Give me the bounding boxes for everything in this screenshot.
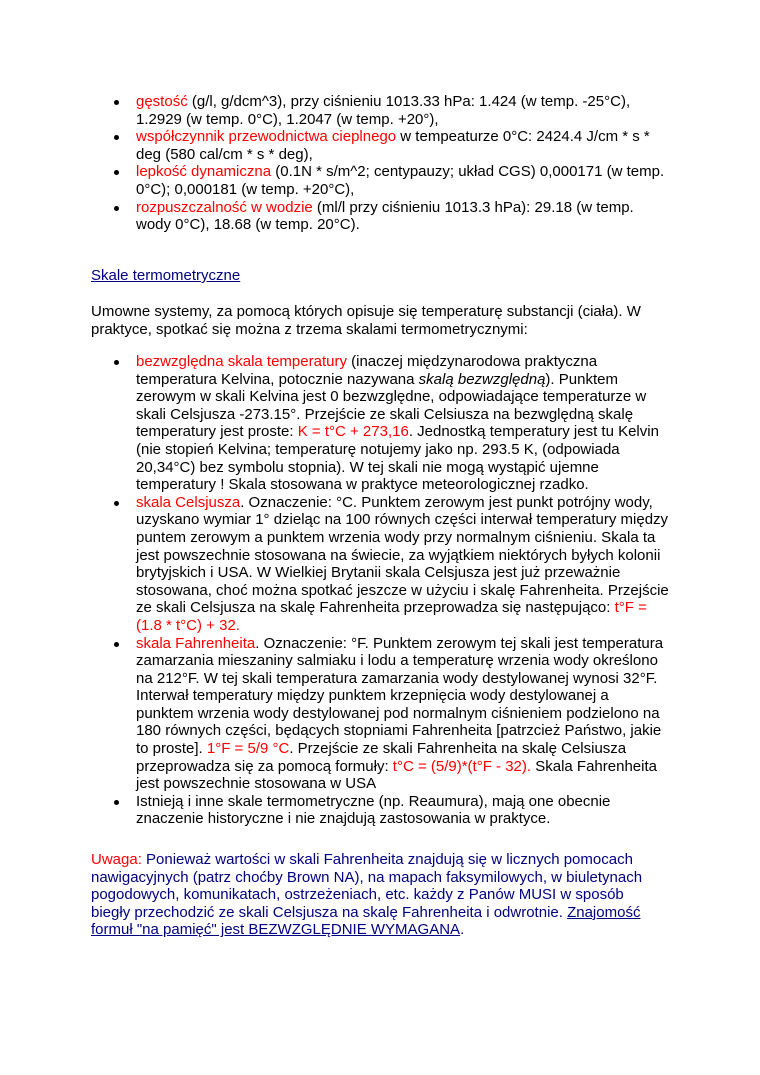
intro-paragraph: Umowne systemy, za pomocą których opisuje się temperaturę substancji (ciała). W praktyce, spotkać się można z trzema skalami termometrycznymi: [91,303,641,338]
bullet-icon [114,100,119,105]
bullet-icon [114,170,119,175]
text-run: Istnieją i inne skale termometryczne (np. Reaumura), mają one obecnie znaczenie historyczne i nie znajdują zastosowania w praktyce. [136,792,611,828]
text-run: skala Celsjusza [136,493,241,511]
bullet-icon [114,800,119,805]
text-run: Skala Fahrenheita jest powszechnie stosowana w USA [136,757,657,793]
text-run: . Oznaczenie: °C. Punktem zerowym jest punkt potrójny wody, uzyskano wymiar 1° dzieląc na 100 równych części interwał temperatury między puntem zerowym a punktem wrzenia wody przy normalnym ciśnieniu. Skala ta jest powszechnie stosowana na świecie, za wyjątkiem niektórych byłych kolonii brytyjskich i USA. W Wielkiej Brytanii skala Celsjusza jest już przeważnie stosowana, choć można spotkać jeszcze w użyciu i skalę Fahrenheita. Przejście ze skali Celsjusza na skalę Fahrenheita przeprowadza się następująco: [136,493,669,617]
list-item [110,163,670,198]
text-run: współczynnik przewodnictwa cieplnego [136,128,397,146]
text-run: t°F = (1.8 * t°C) + 32. [136,599,647,634]
text-run: . Przejście ze skali Fahrenheita na skalę Celsiusza przeprowadza się za pomocą formuły: [136,740,627,775]
scales-list [110,353,670,828]
text-run: 1°F = 5/9 °C [206,740,290,758]
note-end: . [460,921,465,939]
note-emphasis: Znajomość formuł "na pamięć" jest BEZWZGLĘDNIE WYMAGANA [91,903,641,939]
bullet-icon [114,135,119,140]
list-item [110,494,670,635]
text-run: . Jednostką temperatury jest tu Kelvin (nie stopień Kelvina; temperaturę notujemy jako np. 293.5 K, (odpowiada 20,34°C) bez symbolu stopnia). W tej skali nie mogą wystąpić ujemne temperatury ! Skala stosowana w praktyce meteorologicznej rzadko. [136,423,659,494]
list-item [110,199,670,234]
list-item [110,353,670,494]
text-run: (ml/l przy ciśnieniu 1013.3 hPa): 29.18 (w temp. wody 0°C), 18.68 (w temp. 20°C). [136,198,634,234]
text-run: skala Fahrenheita [136,634,256,652]
text-run: . Oznaczenie: °F. Punktem zerowym tej skali jest temperatura zamarzania mieszaniny salmiaku i lodu a temperaturę wrzenia wody określono na 212°F. W tej skali temperatura zamarzania wody destylowanej wynosi 32°F. Interwał temperatury między punktem krzepnięcia wody destylowanej a punktem wrzenia wody destylowanej pod normalnym ciśnieniem podzielono na 180 równych części, będących stopniami Fahrenheita [patrzcież Państwo, jakie to proste]. [136,634,664,758]
text-run: skalą bezwzględną [418,370,546,388]
text-run: w tempeaturze 0°C: 2424.4 J/cm * s * deg (580 cal/cm * s * deg), [136,128,650,163]
text-run: ). Punktem zerowym w skali Kelvina jest 0 bezwzględne, odpowiadające temperaturze w skali Celsjusza -273.15°. Przejście ze skali Celsiusza na bezwględną skalę temperatury jest proste: [136,370,647,441]
text-run: bezwzględna skala temperatury [136,353,347,370]
properties-list [110,93,670,234]
text-run: lepkość dynamiczna [136,163,272,181]
text-run: K = t°C + 273,16 [297,423,409,441]
text-run: (g/l, g/dcm^3), przy ciśnieniu 1013.33 hPa: 1.424 (w temp. -25°C), 1.2929 (w temp. 0°C), 1.2047 (w temp. +20°), [136,93,631,128]
text-run: (inaczej międzynarodowa praktyczna temperatura Kelvina, potocznie nazywana [136,353,598,388]
text-run: gęstość [136,93,188,110]
section-heading: Skale termometryczne [91,267,241,284]
text-run: t°C = (5/9)*(t°F - 32). [392,757,532,775]
bullet-icon [114,501,119,506]
bullet-icon [114,360,119,365]
text-run: (0.1N * s/m^2; centypauzy; układ CGS) 0,000171 (w temp. 0°C); 0,000181 (w temp. +20°C), [136,163,665,198]
note-label: Uwaga: [91,851,142,868]
bullet-icon [114,642,119,647]
list-item [110,793,670,828]
list-item [110,93,670,128]
list-item [110,128,670,163]
text-run: rozpuszczalność w wodzie [136,198,313,216]
note-body: Ponieważ wartości w skali Fahrenheita znajdują się w licznych pomocach nawigacyjnych (patrz choćby Brown NA), na mapach faksymilowych, w biuletynach pogodowych, komunikatach, ostrzeżeniach, etc. każdy z Panów MUSI w sposób biegły przechodzić ze skali Celsjusza na skalę Fahrenheita i odwrotnie. [91,851,643,921]
list-item [110,635,670,793]
note-paragraph [91,851,666,939]
bullet-icon [114,206,119,211]
